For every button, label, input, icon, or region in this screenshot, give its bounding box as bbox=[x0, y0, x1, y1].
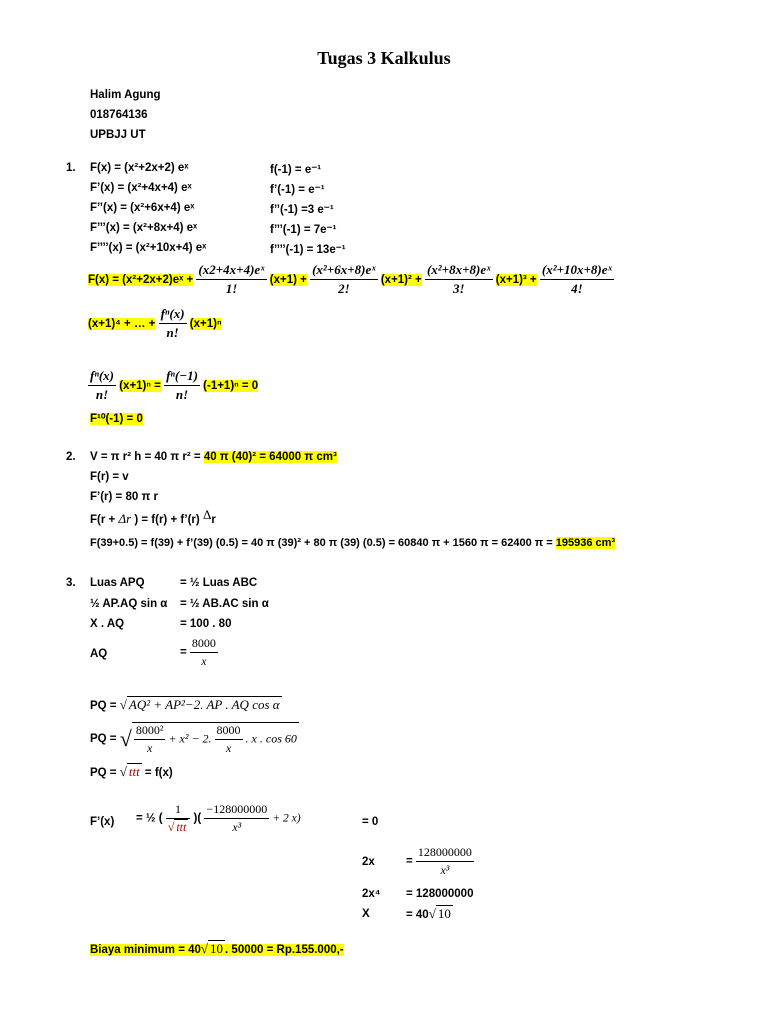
derivative-row-3-function: F’’’(x) = (x²+8x+4) eˣ bbox=[90, 222, 198, 234]
derivative-row-0-function: F(x) = (x²+2x+2) eˣ bbox=[90, 162, 189, 174]
pq1-lead: PQ = bbox=[90, 700, 117, 712]
pq-line-1: PQ = √ AQ² + AP²−2. AP . AQ cos α bbox=[90, 697, 280, 712]
taylor-series-line-2 bbox=[88, 306, 222, 341]
line2-lead: (x+1)⁴ + … + bbox=[88, 317, 156, 330]
line3-b: (-1+1)ⁿ = 0 bbox=[203, 379, 259, 392]
student-unit: UPBJJ UT bbox=[90, 129, 146, 141]
derivative-line: F’(r) = 80 π r bbox=[90, 491, 158, 503]
pq2-numerator-2: 8000 bbox=[215, 723, 243, 740]
taylor-series-line-1 bbox=[88, 262, 614, 297]
page-title: Tugas 3 Kalkulus bbox=[317, 48, 451, 68]
pq2-numerator-1: 8000² bbox=[134, 723, 166, 740]
problem-2-number: 2. bbox=[66, 451, 76, 463]
delta-r: Δr bbox=[118, 511, 132, 526]
derivative-row-4-value: f’’’’(-1) = 13e⁻¹ bbox=[270, 244, 346, 256]
derivative-row-4-function: F’’’’(x) = (x²+10x+4) eˣ bbox=[90, 242, 207, 254]
step-3-radicand: 10 bbox=[437, 906, 451, 921]
term-2-numerator: (x²+6x+8)eˣ bbox=[310, 262, 378, 280]
term-4-denominator: 4! bbox=[571, 281, 583, 296]
term-3-multiplier: (x+1)³ + bbox=[495, 273, 537, 286]
aq-label: AQ bbox=[90, 648, 108, 660]
approximation-line bbox=[90, 537, 615, 549]
final-answer-radicand: 10 bbox=[210, 941, 224, 956]
term-1-numerator: (x2+4x+4)eˣ bbox=[196, 262, 266, 280]
term-1-denominator: 1! bbox=[225, 281, 238, 296]
pq2-tail: . x . cos 60 bbox=[245, 731, 297, 746]
derivative-zero: = 0 bbox=[362, 816, 379, 828]
pq3-radicand: ttt bbox=[128, 764, 140, 779]
eval-fraction-2-numerator: fⁿ(−1) bbox=[164, 368, 200, 386]
line2-tail: (x+1)ⁿ bbox=[189, 317, 222, 330]
final-answer-b: . 50000 = Rp.155.000,- bbox=[225, 944, 344, 956]
pq3-lead: PQ = bbox=[90, 767, 117, 779]
derivative-expression bbox=[136, 802, 301, 835]
term-3-denominator: 3! bbox=[452, 281, 465, 296]
differential-a: F(r + bbox=[90, 514, 116, 526]
step-1-equals: = bbox=[406, 855, 413, 868]
approximation-formula: F(39+0.5) = f(39) + f’(39) (0.5) = 40 π (39)² + 80 π (39) (0.5) = 60840 π + 1560 π = 62400 π = bbox=[90, 537, 553, 549]
step-1-label: 2x bbox=[362, 856, 375, 868]
derivative-row-2-function: F’’(x) = (x²+6x+4) eˣ bbox=[90, 202, 195, 214]
general-term-denominator: n! bbox=[166, 325, 179, 340]
derivative-label: F’(x) bbox=[90, 816, 115, 828]
step-1-numerator: 128000000 bbox=[416, 845, 474, 862]
general-term-evaluation bbox=[88, 368, 258, 403]
derivative-equals: = ½ ( bbox=[136, 812, 163, 825]
problem-1-result bbox=[90, 411, 143, 425]
differential-r: r bbox=[211, 514, 216, 526]
differential-line bbox=[90, 507, 216, 527]
area-sine-label: ½ AP.AQ sin α bbox=[90, 598, 168, 610]
line3-a: (x+1)ⁿ = bbox=[119, 379, 161, 392]
term-1-fraction bbox=[196, 262, 266, 297]
approximation-result: 195936 cm³ bbox=[555, 537, 616, 549]
derivative-fraction-2 bbox=[204, 802, 269, 835]
term-2-denominator: 2! bbox=[338, 281, 350, 296]
pq2-middle: + x² − 2. bbox=[168, 731, 212, 746]
term-4-numerator: (x²+10x+8)eˣ bbox=[540, 262, 614, 280]
differential-b: ) = f(r) + f’(r) bbox=[134, 514, 200, 526]
term-4-fraction bbox=[540, 262, 614, 297]
problem-3-number: 3. bbox=[66, 577, 76, 589]
pq1-radicand: AQ² + AP²−2. AP . AQ cos α bbox=[128, 697, 280, 712]
derivative-row-1-function: F’(x) = (x²+4x+4) eˣ bbox=[90, 182, 192, 194]
area-apq-label: Luas APQ bbox=[90, 577, 145, 589]
final-answer bbox=[90, 941, 344, 957]
general-term-fraction bbox=[159, 306, 187, 341]
term-3-fraction bbox=[425, 262, 493, 297]
product-value: = 100 . 80 bbox=[180, 618, 232, 630]
step-1-fraction bbox=[416, 845, 474, 878]
step-2-value: = 128000000 bbox=[406, 888, 474, 900]
step-2-label: 2x⁴ bbox=[362, 888, 381, 900]
delta-symbol: Δ bbox=[202, 507, 212, 522]
derivative-numerator-2: −128000000 bbox=[204, 802, 269, 819]
term-2-multiplier: (x+1)² + bbox=[380, 273, 422, 286]
derivative-radicand: ttt bbox=[176, 820, 187, 834]
area-sine-value: = ½ AB.AC sin α bbox=[180, 598, 269, 610]
derivative-row-2-value: f’’(-1) =3 e⁻¹ bbox=[270, 204, 334, 216]
pq-line-2: PQ = √ $\frac{\text{8000²}}{x}$ + x² − 2. $\frac{8000}{x}$ . x . cos 60 bbox=[90, 723, 297, 755]
area-apq-value: = ½ Luas ABC bbox=[180, 577, 258, 589]
pq-line-3: PQ = √ ttt = f(x) bbox=[90, 764, 173, 779]
derivative-fraction-1 bbox=[166, 802, 191, 835]
pq2-denominator-1: x bbox=[146, 741, 153, 755]
aq-equals: = bbox=[180, 646, 187, 659]
product-label: X . AQ bbox=[90, 618, 125, 630]
general-term-numerator: fⁿ(x) bbox=[159, 306, 187, 324]
aq-denominator: x bbox=[201, 654, 207, 668]
problem-1-number: 1. bbox=[66, 162, 76, 174]
problem-1-result-text: F¹⁰(-1) = 0 bbox=[90, 413, 143, 425]
volume-line bbox=[90, 451, 337, 463]
final-answer-highlight: Biaya minimum = 40√ 10 . 50000 = Rp.155.000,- bbox=[90, 941, 344, 956]
derivative-tail: + 2 x) bbox=[272, 812, 301, 825]
eval-fraction-2 bbox=[164, 368, 200, 403]
eval-fraction-1-numerator: fⁿ(x) bbox=[88, 368, 116, 386]
derivative-denominator-2: x³ bbox=[232, 820, 242, 834]
volume-result: 40 π (40)² = 64000 π cm³ bbox=[203, 451, 337, 463]
step-3-label: X bbox=[362, 908, 370, 920]
eval-fraction-1-denominator: n! bbox=[95, 387, 109, 402]
derivative-row-0-value: f(-1) = e⁻¹ bbox=[270, 164, 322, 176]
derivative-row-3-value: f’’’(-1) = 7e⁻¹ bbox=[270, 224, 337, 236]
pq3-tail: = f(x) bbox=[144, 767, 173, 779]
aq-numerator: 8000 bbox=[190, 636, 218, 653]
aq-value bbox=[180, 636, 218, 669]
term-2-fraction bbox=[310, 262, 378, 297]
aq-fraction bbox=[190, 636, 218, 669]
step-3-value: = 40√ 10 bbox=[406, 906, 451, 921]
eval-fraction-2-denominator: n! bbox=[175, 387, 189, 402]
term-3-numerator: (x²+8x+8)eˣ bbox=[425, 262, 493, 280]
step-1-value bbox=[406, 845, 474, 878]
series-lead: F(x) = (x²+2x+2)eˣ + bbox=[88, 273, 194, 286]
volume-formula: V = π r² h = 40 π r² = bbox=[90, 451, 201, 463]
derivative-numerator-1: 1 bbox=[166, 802, 191, 819]
derivative-middle: )( bbox=[193, 812, 202, 825]
pq2-fraction-1 bbox=[134, 723, 166, 756]
step-1-denominator: x³ bbox=[440, 863, 450, 877]
step-3-coefficient: = 40 bbox=[406, 909, 429, 921]
pq2-denominator-2: x bbox=[225, 741, 232, 755]
derivative-row-1-value: f’(-1) = e⁻¹ bbox=[270, 184, 325, 196]
pq2-lead: PQ = bbox=[90, 733, 117, 746]
final-answer-a: Biaya minimum = 40 bbox=[90, 944, 201, 956]
function-line: F(r) = v bbox=[90, 471, 129, 483]
pq2-fraction-2 bbox=[215, 723, 243, 756]
student-name: Halim Agung bbox=[90, 89, 161, 101]
term-1-multiplier: (x+1) + bbox=[269, 273, 307, 286]
derivative-denominator-1: √ ttt bbox=[167, 820, 187, 834]
eval-fraction-1 bbox=[88, 368, 116, 403]
student-id: 018764136 bbox=[90, 109, 148, 121]
